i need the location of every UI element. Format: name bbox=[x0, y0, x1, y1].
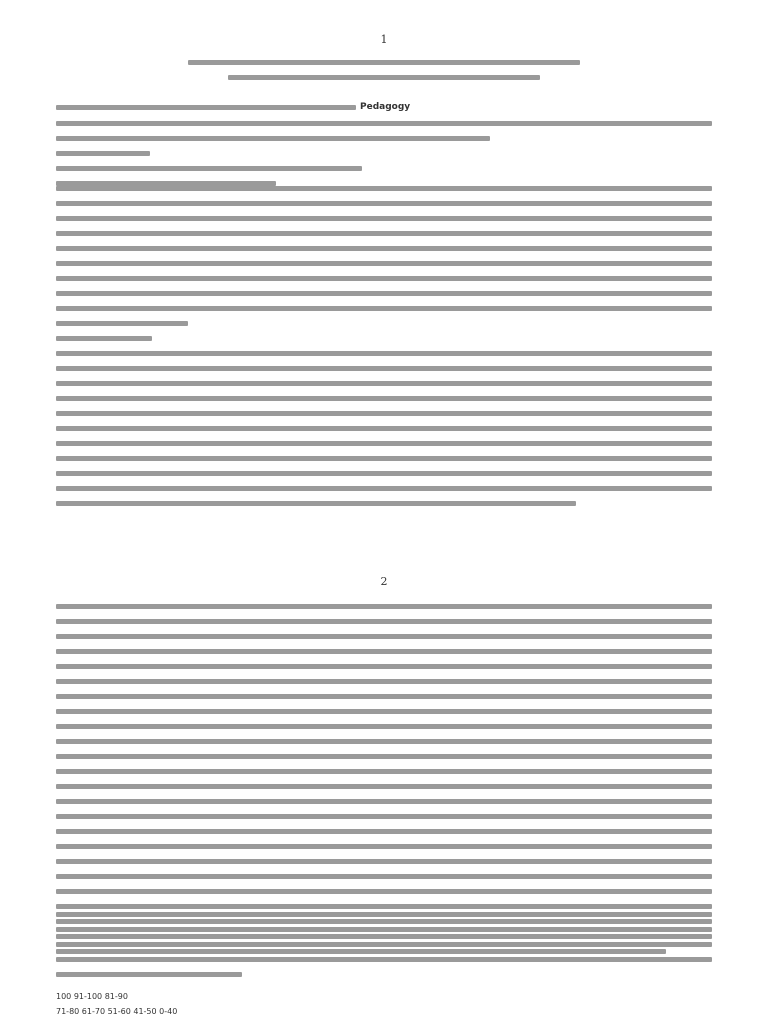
page-number: 1 bbox=[380, 33, 388, 46]
grading-scale-row-2: 71-80 61-70 51-60 41-50 0-40 bbox=[56, 1007, 178, 1016]
skills-paragraph bbox=[56, 604, 712, 964]
methods-paragraph bbox=[56, 912, 712, 972]
document-page-2 bbox=[0, 540, 768, 1024]
program-details bbox=[56, 121, 712, 196]
page-number: 2 bbox=[380, 575, 388, 588]
program-heading bbox=[56, 101, 712, 113]
heading-english-label: Pedagogy bbox=[360, 102, 411, 112]
title-line bbox=[188, 60, 580, 65]
assessment-heading bbox=[56, 972, 712, 987]
outcomes-paragraph bbox=[56, 336, 712, 516]
grading-scale-row-1: 100 91-100 81-90 bbox=[56, 992, 128, 1001]
subtitle-line bbox=[228, 75, 540, 80]
heading-line bbox=[56, 105, 356, 110]
goal-paragraph bbox=[56, 186, 712, 336]
title-block bbox=[56, 60, 712, 90]
